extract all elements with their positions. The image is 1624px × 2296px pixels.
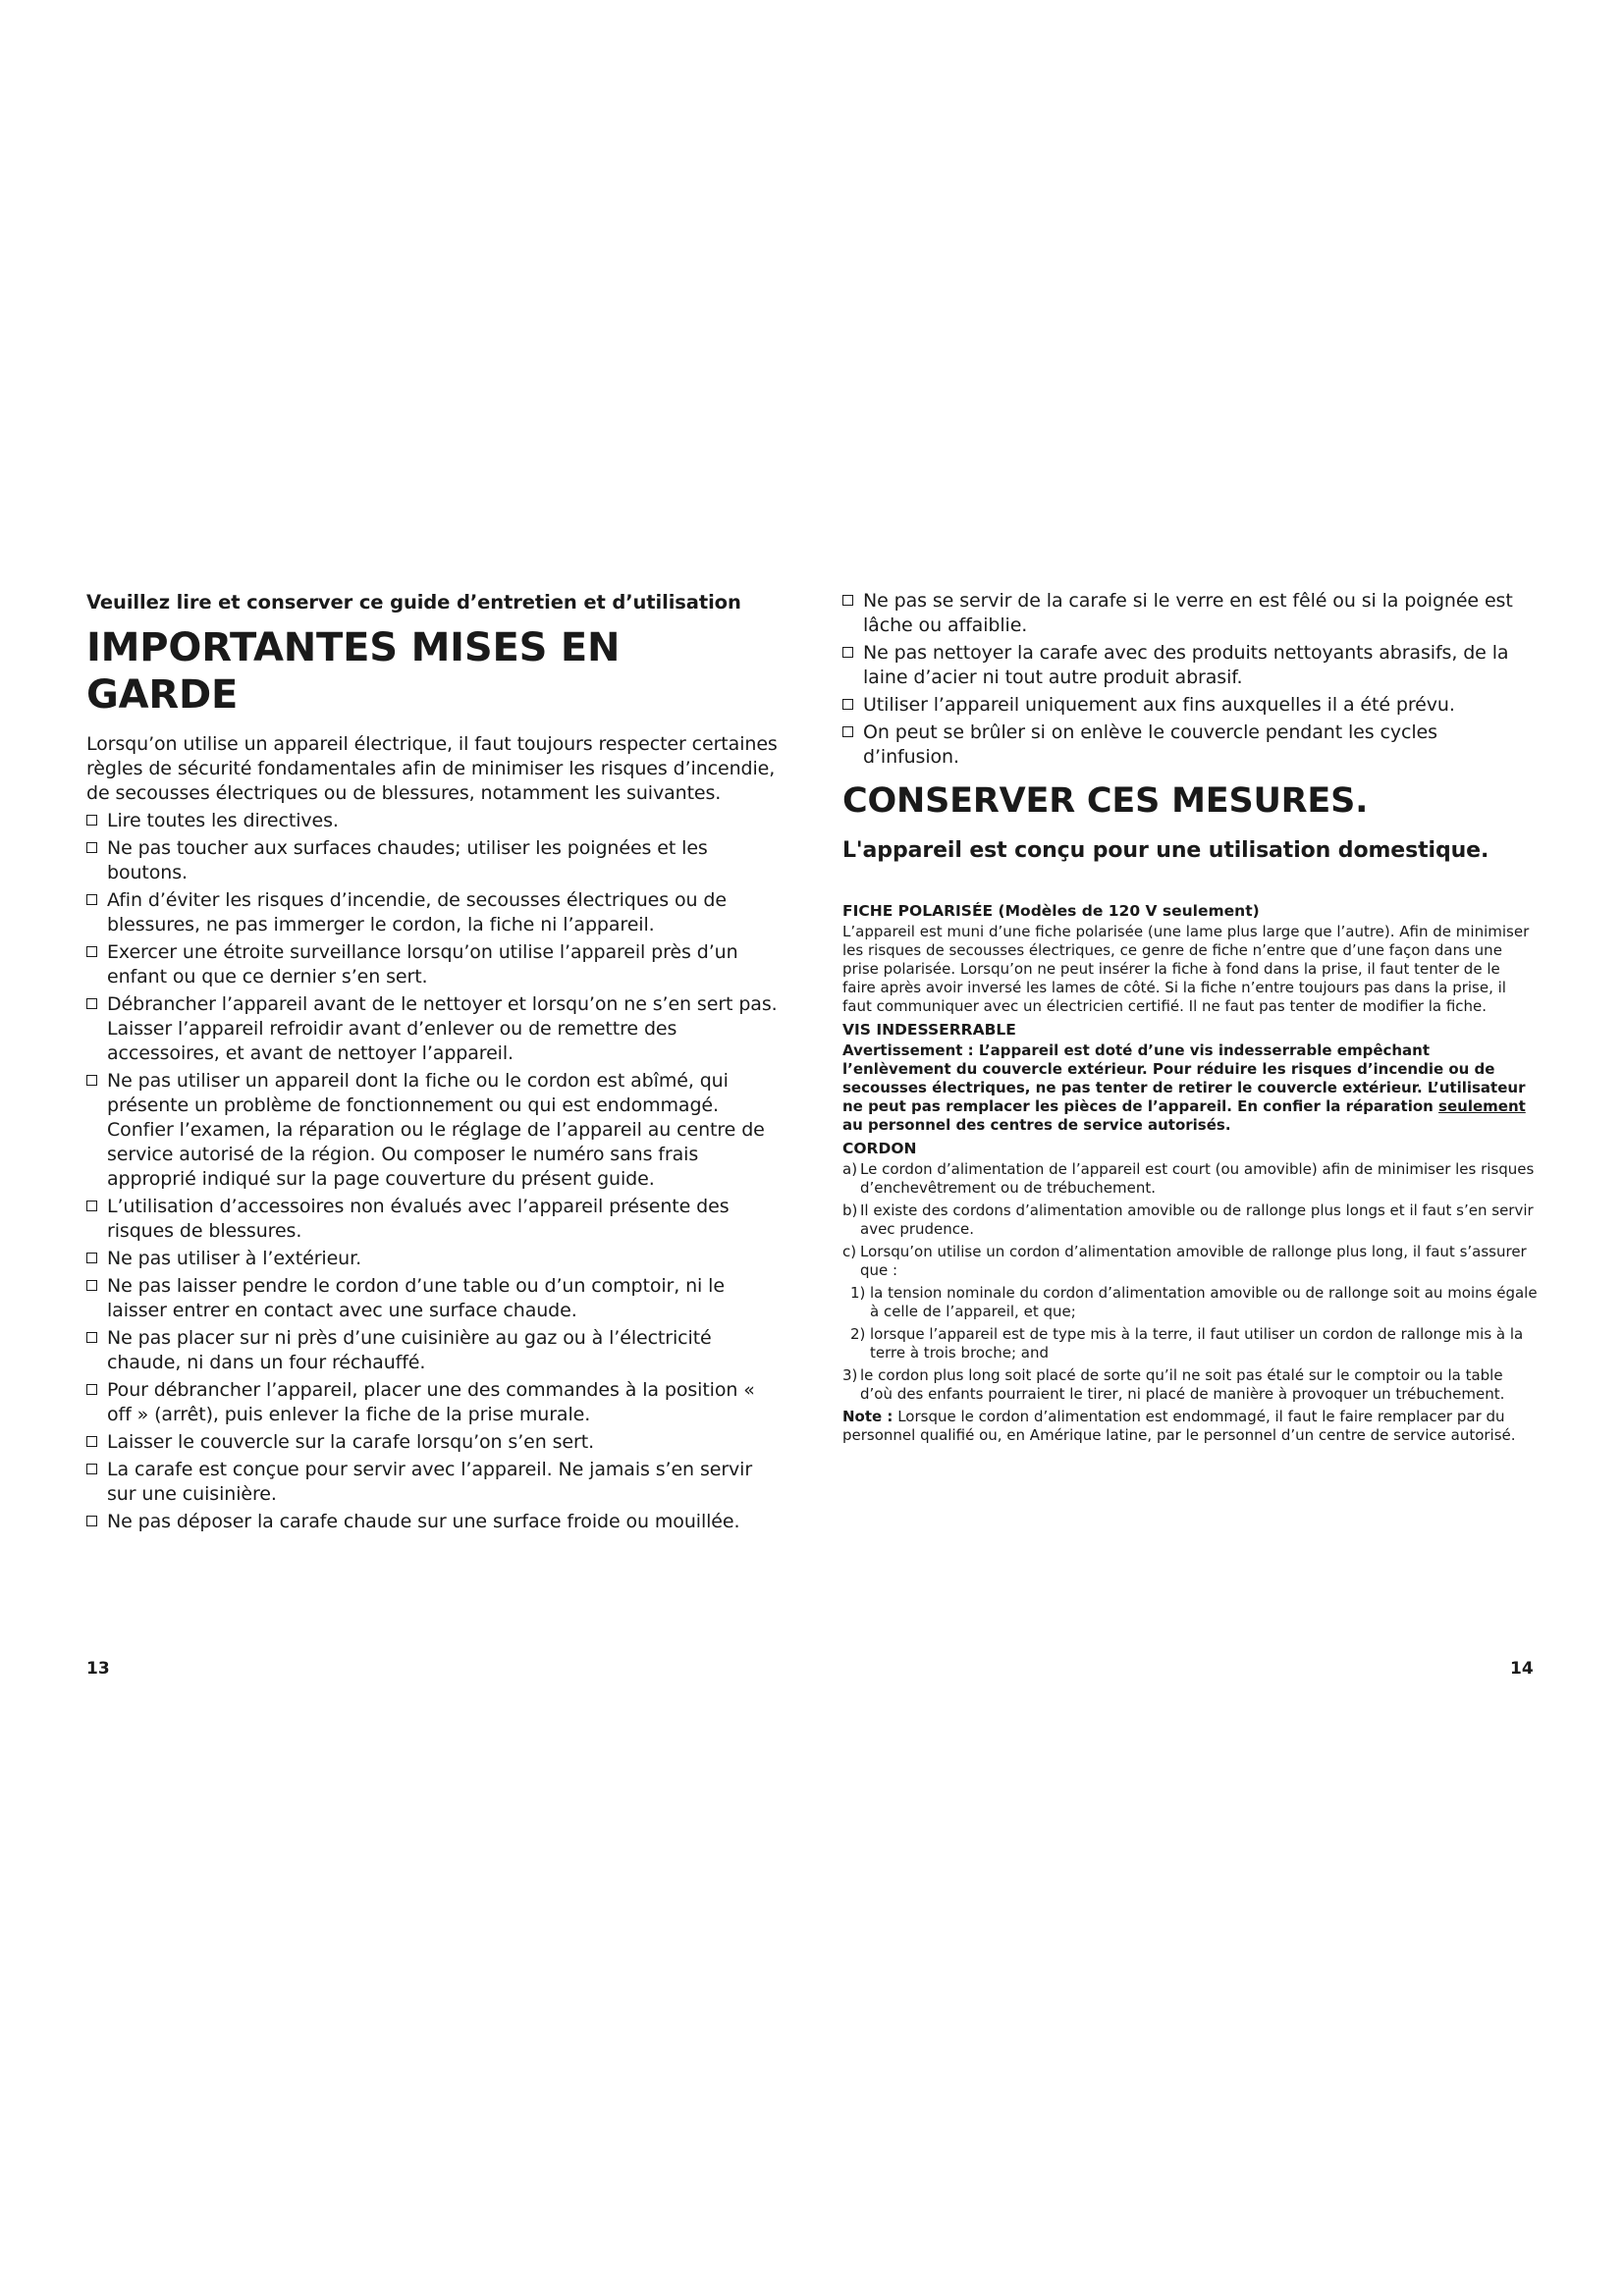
list-item: a) Le cordon d’alimentation de l’appareil est court (ou amovible) afin de minimiser les risques d’enchevêtrement ou de trébuchement. xyxy=(842,1160,1535,1197)
list-item: Utiliser l’appareil uniquement aux fins auxquelles il a été prévu. xyxy=(842,693,1538,718)
list-item: Ne pas laisser pendre le cordon d’une table ou d’un comptoir, ni le laisser entrer en contact avec une surface chaude. xyxy=(86,1274,780,1323)
cord-note: Note : Lorsque le cordon d’alimentation est endommagé, il faut le faire remplacer par du personnel qualifié ou, en Amérique latine, par le personnel d’un centre de service autorisé. xyxy=(842,1408,1516,1444)
note-label: Note : xyxy=(842,1408,893,1425)
list-item: 3) le cordon plus long soit placé de sorte qu’il ne soit pas étalé sur le comptoir ou la table d’où des enfants pourraient le tirer, ni placé de manière à provoquer un trébuchement. xyxy=(842,1366,1505,1403)
checkbox-square-icon xyxy=(842,699,853,710)
list-item: Exercer une étroite surveillance lorsqu’on utilise l’appareil près d’un enfant ou que ce dernier s’en sert. xyxy=(86,940,780,989)
safeguards-list-continued xyxy=(842,589,1538,770)
checkbox-square-icon xyxy=(86,1516,97,1526)
checkbox-square-icon xyxy=(86,894,97,905)
list-item: b) Il existe des cordons d’alimentation amovible ou de rallonge plus longs et il faut s’en servir avec prudence. xyxy=(842,1201,1534,1238)
list-item: Ne pas déposer la carafe chaude sur une surface froide ou mouillée. xyxy=(86,1510,780,1534)
checkbox-square-icon xyxy=(86,1464,97,1474)
list-item: Laisser le couvercle sur la carafe lorsqu’on s’en sert. xyxy=(86,1430,780,1455)
page-number-right: 14 xyxy=(1510,1659,1534,1679)
checkbox-square-icon xyxy=(842,595,853,606)
household-use-subtitle: L'appareil est conçu pour une utilisation domestique. xyxy=(842,838,1489,863)
checkbox-square-icon xyxy=(86,1253,97,1263)
checkbox-square-icon xyxy=(86,1332,97,1343)
cord-list xyxy=(842,1160,1538,1404)
list-item: 2) lorsque l’appareil est de type mis à la terre, il faut utiliser un cordon de rallonge mis à la terre à trois broche; and xyxy=(850,1325,1524,1362)
right-page-column xyxy=(842,589,1538,1445)
list-item: Ne pas nettoyer la carafe avec des produits nettoyants abrasifs, de la laine d’acier ni tout autre produit abrasif. xyxy=(842,641,1538,690)
checkbox-square-icon xyxy=(86,998,97,1009)
safeguards-list xyxy=(86,809,780,1534)
checkbox-square-icon xyxy=(86,842,97,853)
guide-kicker: Veuillez lire et conserver ce guide d’entretien et d’utilisation xyxy=(86,591,741,614)
list-item: Ne pas toucher aux surfaces chaudes; utiliser les poignées et les boutons. xyxy=(86,836,780,885)
checkbox-square-icon xyxy=(86,1384,97,1395)
checkbox-square-icon xyxy=(842,647,853,658)
list-item: L’utilisation d’accessoires non évalués avec l’appareil présente des risques de blessures. xyxy=(86,1195,780,1244)
list-item: Pour débrancher l’appareil, placer une des commandes à la position « off » (arrêt), puis enlever la fiche de la prise murale. xyxy=(86,1378,780,1427)
list-item: Lire toutes les directives. xyxy=(86,809,780,833)
list-item: Débrancher l’appareil avant de le nettoyer et lorsqu’on ne s’en sert pas. Laisser l’appareil refroidir avant d’enlever ou de remettre des accessoires, et avant de nettoyer l’appareil. xyxy=(86,992,780,1066)
checkbox-square-icon xyxy=(842,726,853,737)
list-item: La carafe est conçue pour servir avec l’appareil. Ne jamais s’en servir sur une cuisinière. xyxy=(86,1458,780,1507)
list-item: Ne pas utiliser un appareil dont la fiche ou le cordon est abîmé, qui présente un problème de fonctionnement ou qui est endommagé. Confier l’examen, la réparation ou le réglage de l’appareil au centre de service autorisé de la région. Ou composer le numéro sans frais approprié indiqué sur la page couverture du présent guide. xyxy=(86,1069,780,1192)
list-item: c) Lorsqu’on utilise un cordon d’alimentation amovible de rallonge plus long, il faut s’assurer que : xyxy=(842,1243,1527,1279)
checkbox-square-icon xyxy=(86,1201,97,1211)
list-item: Afin d’éviter les risques d’incendie, de secousses électriques ou de blessures, ne pas immerger le cordon, la fiche ni l’appareil. xyxy=(86,888,780,937)
polarized-plug-body: L’appareil est muni d’une fiche polarisée (une lame plus large que l’autre). Afin de minimiser les risques de secousses électriques, ce genre de fiche n’entre que d’une façon dans une prise polarisée. Lorsqu’on ne peut insérer la fiche à fond dans la prise, il faut tenter de le faire après avoir inversé les lames de côté. Si la fiche n’entre toujours pas dans la prise, il faut communiquer avec un électricien certifié. Il ne faut pas tenter de modifier la fiche. xyxy=(842,923,1530,1015)
list-item: Ne pas utiliser à l’extérieur. xyxy=(86,1247,780,1271)
list-item: 1) la tension nominale du cordon d’alimentation amovible ou de rallonge soit au moins égale à celle de l’appareil, et que; xyxy=(850,1284,1538,1320)
checkbox-square-icon xyxy=(86,815,97,826)
checkbox-square-icon xyxy=(86,1280,97,1291)
tamper-screw-body: Avertissement : L’appareil est doté d’une vis indesserrable empêchant l’enlèvement du couvercle extérieur. Pour réduire les risques d’incendie ou de secousses électriques, ne pas tenter de retirer le couvercle extérieur. L’utilisateur ne peut pas remplacer les pièces de l’appareil. En confier la réparation seulement au personnel des centres de service autorisés. xyxy=(842,1041,1526,1134)
checkbox-square-icon xyxy=(86,1436,97,1447)
polarized-plug-heading: FICHE POLARISÉE (Modèles de 120 V seulement) xyxy=(842,902,1260,920)
list-item: Ne pas placer sur ni près d’une cuisinière au gaz ou à l’électricité chaude, ni dans un four réchauffé. xyxy=(86,1326,780,1375)
cord-heading: CORDON xyxy=(842,1140,917,1157)
safeguards-intro: Lorsqu’on utilise un appareil électrique, il faut toujours respecter certaines règles de sécurité fondamentales afin de minimiser les risques d’incendie, de secousses électriques ou de blessures, notamment les suivantes. xyxy=(86,733,778,804)
checkbox-square-icon xyxy=(86,946,97,957)
emphasis-underline: seulement xyxy=(1438,1097,1526,1115)
tamper-screw-heading: VIS INDESSERRABLE xyxy=(842,1021,1016,1039)
page-number-left: 13 xyxy=(86,1659,110,1679)
list-item: Ne pas se servir de la carafe si le verre en est fêlé ou si la poignée est lâche ou affaiblie. xyxy=(842,589,1538,638)
list-item: On peut se brûler si on enlève le couvercle pendant les cycles d’infusion. xyxy=(842,721,1538,770)
safeguards-title: IMPORTANTES MISES EN GARDE xyxy=(86,625,621,718)
left-page-column xyxy=(86,589,780,1537)
save-instructions-title: CONSERVER CES MESURES. xyxy=(842,781,1369,821)
checkbox-square-icon xyxy=(86,1075,97,1086)
